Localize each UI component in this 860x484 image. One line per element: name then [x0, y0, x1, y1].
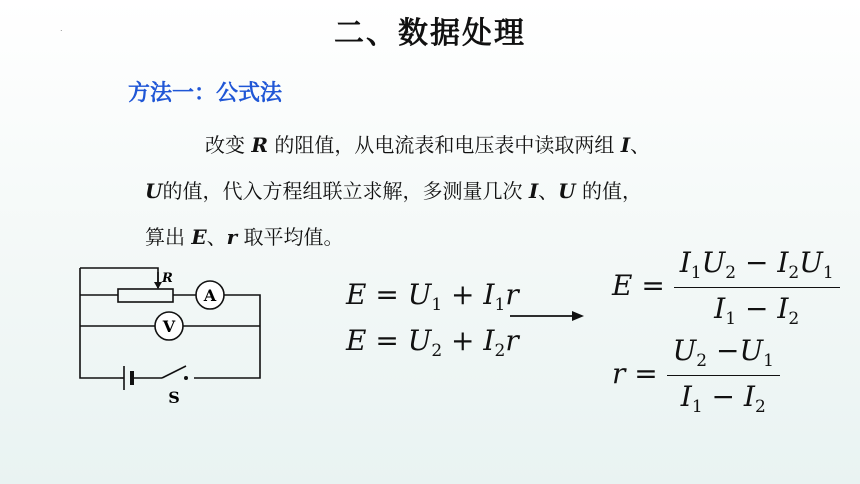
- text-segment: 、: [206, 225, 227, 249]
- arrow-icon: [510, 308, 586, 324]
- text-segment: 的阻值，从电流表和电压表中读取两组: [267, 133, 621, 157]
- rheostat-body: [118, 289, 173, 302]
- text-segment: 、: [630, 133, 651, 157]
- ammeter-label: A: [203, 286, 217, 305]
- text-segment: 的值，: [575, 179, 642, 203]
- equation-1: $E = U_1 + I_1r$: [346, 278, 519, 315]
- symbol-U: U: [145, 179, 163, 203]
- paragraph-line-1: [145, 122, 765, 168]
- symbol-E: E: [191, 225, 207, 249]
- switch-label: S: [168, 388, 180, 407]
- fraction: $\frac{U_2 -U_1}{I_1 - I_2}$: [667, 334, 780, 417]
- text-segment: 算出: [145, 225, 192, 249]
- paragraph-line-2: [145, 168, 765, 214]
- text-segment: 、: [538, 179, 559, 203]
- method-heading: 方法一：公式法: [128, 81, 283, 106]
- symbol-R: R: [251, 133, 268, 157]
- voltmeter-label: V: [162, 317, 176, 336]
- text-segment: 改变: [205, 133, 252, 157]
- text-segment: 取平均值。: [237, 225, 344, 249]
- solution-r: r = $\frac{U_2 -U_1}{I_1 - I_2}$: [612, 334, 780, 417]
- equation-2: $E = U_2 + I_2r$: [346, 324, 519, 361]
- symbol-r: r: [226, 225, 238, 249]
- text-segment: 的值，代入方程组联立求解，多测量几次: [162, 179, 529, 203]
- symbol-I: I: [528, 179, 539, 203]
- circuit-diagram: [70, 260, 280, 410]
- description-paragraph: [145, 122, 765, 260]
- decorative-dot: .: [60, 24, 63, 33]
- page-title: 二、数据处理: [334, 16, 526, 51]
- slider-arrow: [154, 282, 162, 289]
- solution-E: E = $\frac{I_1U_2 - I_2U_1}{I_1 - I_2}$: [612, 246, 840, 329]
- symbol-I: I: [620, 133, 631, 157]
- symbol-U: U: [558, 179, 576, 203]
- rheostat-label: R: [162, 271, 173, 286]
- fraction: $\frac{I_1U_2 - I_2U_1}{I_1 - I_2}$: [674, 246, 840, 329]
